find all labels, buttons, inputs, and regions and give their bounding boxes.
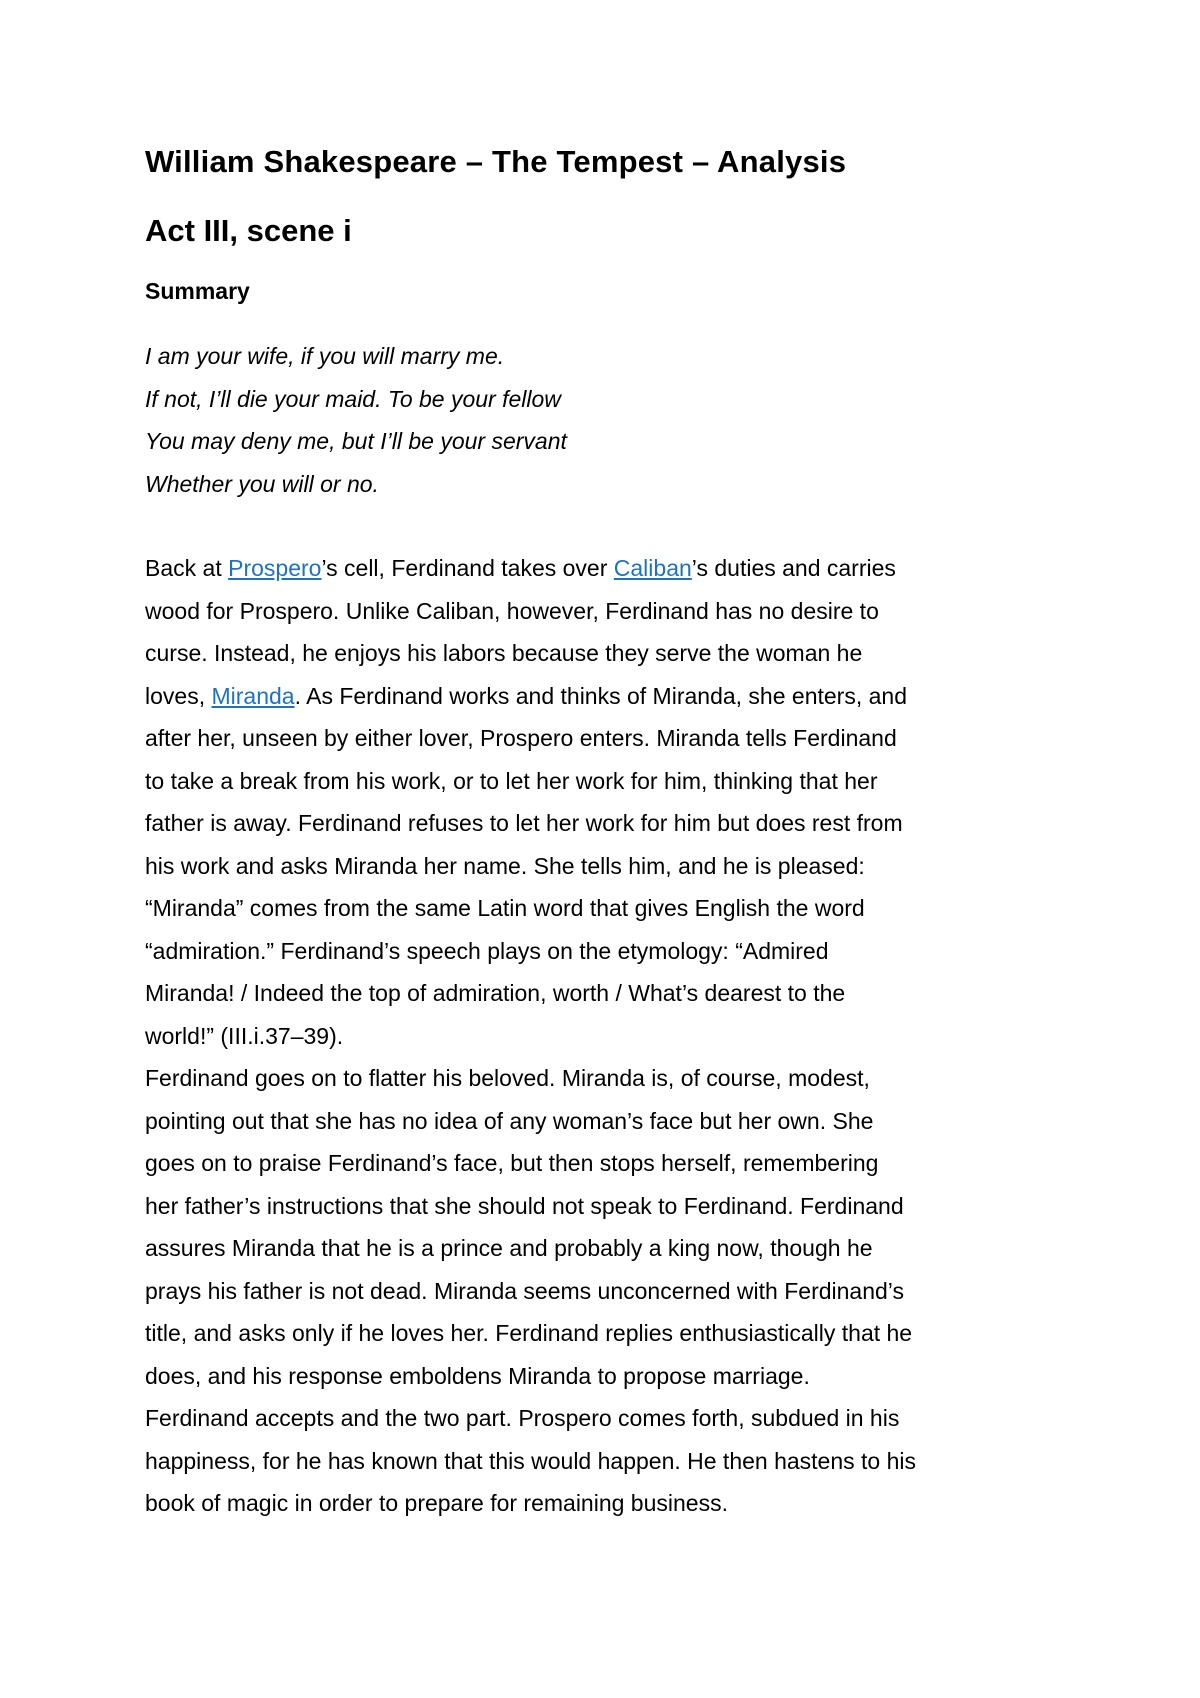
paragraph-line: father is away. Ferdinand refuses to let her work for him but does rest from — [145, 810, 903, 836]
link-prospero[interactable]: Prospero — [228, 555, 322, 581]
document-page — [145, 140, 1080, 1525]
text-run: Back at — [145, 555, 229, 581]
paragraph-line: assures Miranda that he is a prince and probably a king now, though he — [145, 1235, 873, 1261]
epigraph-quote — [145, 335, 1080, 505]
summary-paragraph-2 — [145, 1057, 1080, 1525]
section-heading-summary: Summary — [145, 278, 250, 304]
paragraph-line: curse. Instead, he enjoys his labors because they serve the woman he — [145, 640, 863, 666]
summary-paragraph-1 — [145, 547, 1080, 1057]
paragraph-line: Miranda! / Indeed the top of admiration, worth / What’s dearest to the — [145, 980, 846, 1006]
text-run: ’s cell, Ferdinand takes over — [321, 555, 614, 581]
act-heading: Act III, scene i — [145, 213, 352, 248]
quote-line: I am your wife, if you will marry me. — [145, 343, 505, 369]
paragraph-line — [145, 547, 1080, 590]
text-run: loves, — [145, 682, 212, 709]
paragraph-line: title, and asks only if he loves her. Ferdinand replies enthusiastically that he — [145, 1320, 913, 1346]
paragraph-line: “Miranda” comes from the same Latin word that gives English the word — [145, 895, 865, 921]
quote-line: If not, I’ll die your maid. To be your fellow — [145, 385, 561, 412]
paragraph-line: goes on to praise Ferdinand’s face, but then stops herself, remembering — [145, 1150, 879, 1176]
paragraph-line: wood for Prospero. Unlike Caliban, however, Ferdinand has no desire to — [145, 597, 879, 624]
quote-line: You may deny me, but I’ll be your servant — [145, 428, 567, 454]
paragraph-line: world!” (III.i.37–39). — [145, 1022, 344, 1049]
link-miranda[interactable]: Miranda — [211, 682, 295, 709]
paragraph-line: to take a break from his work, or to let her work for him, thinking that her — [145, 767, 878, 794]
paragraph-line: Ferdinand goes on to flatter his beloved. Miranda is, of course, modest, — [145, 1065, 870, 1091]
paragraph-line: book of magic in order to prepare for remaining business. — [145, 1490, 728, 1516]
paragraph-line: Ferdinand accepts and the two part. Prospero comes forth, subdued in his — [145, 1405, 900, 1431]
text-run: . As Ferdinand works and thinks of Miranda, she enters, and — [294, 682, 907, 709]
link-caliban[interactable]: Caliban — [613, 555, 692, 581]
paragraph-line: prays his father is not dead. Miranda seems unconcerned with Ferdinand’s — [145, 1277, 904, 1304]
paragraph-line: pointing out that she has no idea of any woman’s face but her own. She — [145, 1107, 874, 1134]
paragraph-line — [145, 675, 1080, 718]
paragraph-line: “admiration.” Ferdinand’s speech plays on the etymology: “Admired — [145, 937, 829, 964]
document-title: William Shakespeare – The Tempest – Analysis — [145, 144, 847, 179]
paragraph-line: happiness, for he has known that this would happen. He then hastens to his — [145, 1447, 917, 1474]
paragraph-line: his work and asks Miranda her name. She tells him, and he is pleased: — [145, 852, 865, 879]
paragraph-line: does, and his response emboldens Miranda to propose marriage. — [145, 1362, 810, 1389]
text-run: ’s duties and carries — [691, 555, 896, 581]
paragraph-line: her father’s instructions that she should not speak to Ferdinand. Ferdinand — [145, 1192, 904, 1219]
quote-line: Whether you will or no. — [145, 470, 379, 497]
paragraph-line: after her, unseen by either lover, Prospero enters. Miranda tells Ferdinand — [145, 725, 897, 751]
